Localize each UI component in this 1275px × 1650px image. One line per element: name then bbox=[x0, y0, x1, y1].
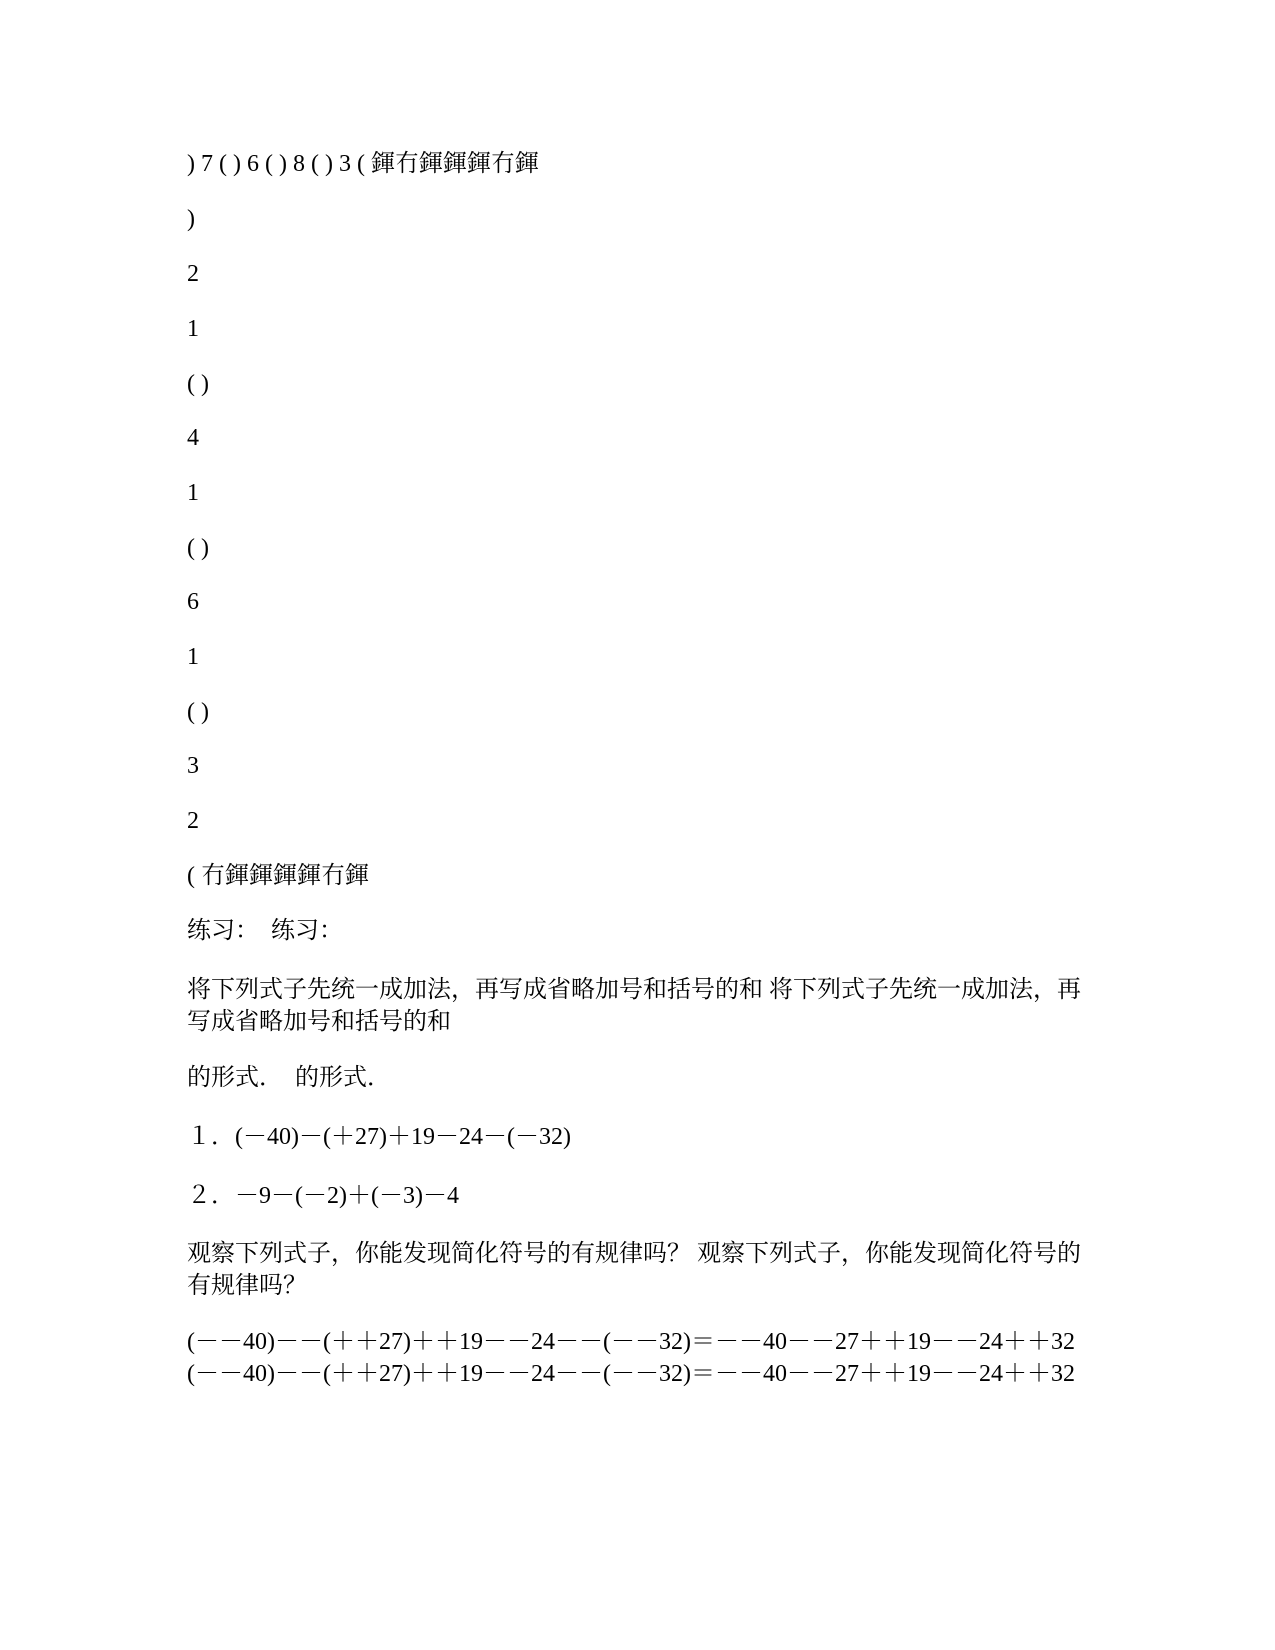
instruction-paragraph: 将下列式子先统一成加法，再写成省略加号和括号的和 将下列式子先统一成加法，再写成省略加号和括号的和 bbox=[187, 977, 1081, 1035]
text-line: 1 bbox=[187, 316, 199, 342]
text-line: 3 bbox=[187, 753, 199, 779]
instruction-continuation: 的形式． 的形式． bbox=[187, 1065, 391, 1091]
exercise-heading: 练习： 练习： bbox=[187, 918, 343, 944]
text-line: ( ) bbox=[187, 699, 209, 725]
exercise-item-1: １．(－40)－(＋27)＋19－24－(－32) bbox=[187, 1124, 571, 1150]
text-line: 1 bbox=[187, 644, 199, 670]
text-line: 1 bbox=[187, 480, 199, 506]
garbled-bracket-line: ) 7 ( ) 6 ( ) 8 ( ) 3 ( 鍕冇鍕鍕鍕冇鍕 bbox=[187, 151, 539, 177]
text-line: ( ) bbox=[187, 371, 209, 397]
exercise-item-2: ２．－9－(－2)＋(－3)－4 bbox=[187, 1183, 459, 1209]
text-line: ) bbox=[187, 206, 195, 232]
text-line: ( ) bbox=[187, 535, 209, 561]
observation-paragraph: 观察下列式子，你能发现简化符号的有规律吗？ 观察下列式子，你能发现简化符号的有规律吗？ bbox=[187, 1241, 1081, 1299]
text-line: 6 bbox=[187, 589, 199, 615]
text-line: 2 bbox=[187, 261, 199, 287]
garbled-bracket-line: ( 冇鍕鍕鍕鍕冇鍕 bbox=[187, 863, 369, 889]
observation-equation: (－－40)－－(＋＋27)＋＋19－－24－－(－－32)＝－－40－－27＋＋19－－24＋＋32 (－－40)－－(＋＋27)＋＋19－－24－－(－－32)＝－－40－－27＋＋19－－24＋＋32 bbox=[187, 1329, 1075, 1387]
text-line: 2 bbox=[187, 808, 199, 834]
text-line: 4 bbox=[187, 425, 199, 451]
